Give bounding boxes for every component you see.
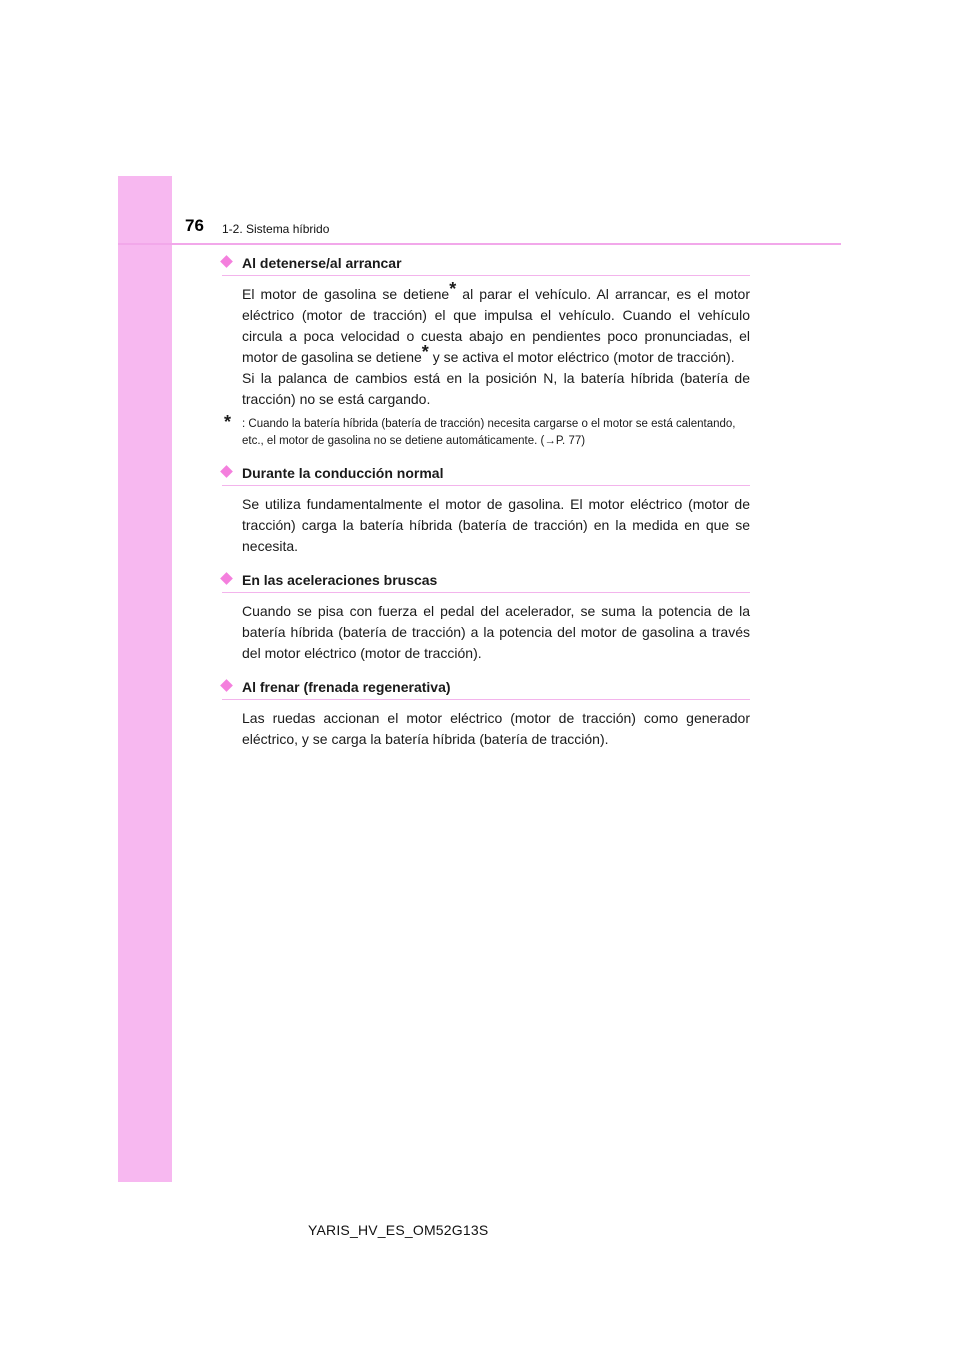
section-title: 1-2. Sistema híbrido: [222, 222, 330, 236]
sub-heading-text: Durante la conducción normal: [242, 465, 444, 481]
page-number: 76: [185, 216, 204, 235]
footnote-reference: *: [449, 279, 457, 299]
body-paragraph: Las ruedas accionan el motor eléctrico (motor de tracción) como generador eléctrico, y se carga la batería híbrida (batería de tracción).: [242, 710, 750, 747]
sub-heading: [222, 464, 750, 486]
diamond-bullet-icon: [220, 572, 233, 585]
diamond-bullet-icon: [220, 465, 233, 478]
body-paragraph: Cuando se pisa con fuerza el pedal del acelerador, se suma la potencia de la batería híbrida (batería de tracción) a la potencia del motor de gasolina a través del motor eléctrico (motor de tracción).: [242, 603, 750, 661]
footnote-reference: *: [421, 342, 429, 362]
diamond-bullet-icon: [220, 679, 233, 692]
diamond-bullet-icon: [220, 255, 233, 268]
section-normal-driving: [222, 464, 750, 557]
footnote-text: : Cuando la batería híbrida (batería de tracción) necesita cargarse o el motor se está calentando, etc., el motor de gasolina no se detiene automáticamente. (→P. 77): [242, 418, 736, 447]
footnote: [222, 412, 750, 450]
section-hard-acceleration: [222, 571, 750, 664]
footnote-mark: *: [224, 412, 232, 432]
sub-heading-text: En las aceleraciones bruscas: [242, 572, 438, 588]
sub-heading: [222, 254, 750, 276]
sub-heading: [222, 571, 750, 593]
text-run: y se activa el motor eléctrico (motor de tracción).: [428, 349, 735, 365]
section-stop-start: [222, 254, 750, 450]
body-paragraph: Si la palanca de cambios está en la posición N, la batería híbrida (batería de tracción) no se está cargando.: [242, 370, 750, 407]
sub-heading-text: Al frenar (frenada regenerativa): [242, 679, 451, 695]
text-run: al parar el vehículo. Al arrancar, es el motor eléctrico (motor de tracción) el que impulsa el vehículo. Cuando el vehículo circula a poca velocidad o cuesta abajo en pendientes poco pronunciadas, el motor de gasolina se detiene: [242, 286, 751, 365]
document-code: YARIS_HV_ES_OM52G13S: [308, 1222, 489, 1238]
sub-heading: [222, 678, 750, 700]
side-tab-band: [118, 176, 172, 1182]
text-run: El motor de gasolina se detiene: [242, 286, 450, 302]
body-paragraph: [242, 279, 751, 368]
header-rule: [118, 243, 841, 245]
sub-heading-text: Al detenerse/al arrancar: [242, 255, 402, 271]
page-content: [222, 254, 750, 764]
section-regenerative-braking: [222, 678, 750, 750]
body-paragraph: Se utiliza fundamentalmente el motor de gasolina. El motor eléctrico (motor de tracción) carga la batería híbrida (batería de tracción) en la medida en que se necesita.: [242, 496, 750, 554]
